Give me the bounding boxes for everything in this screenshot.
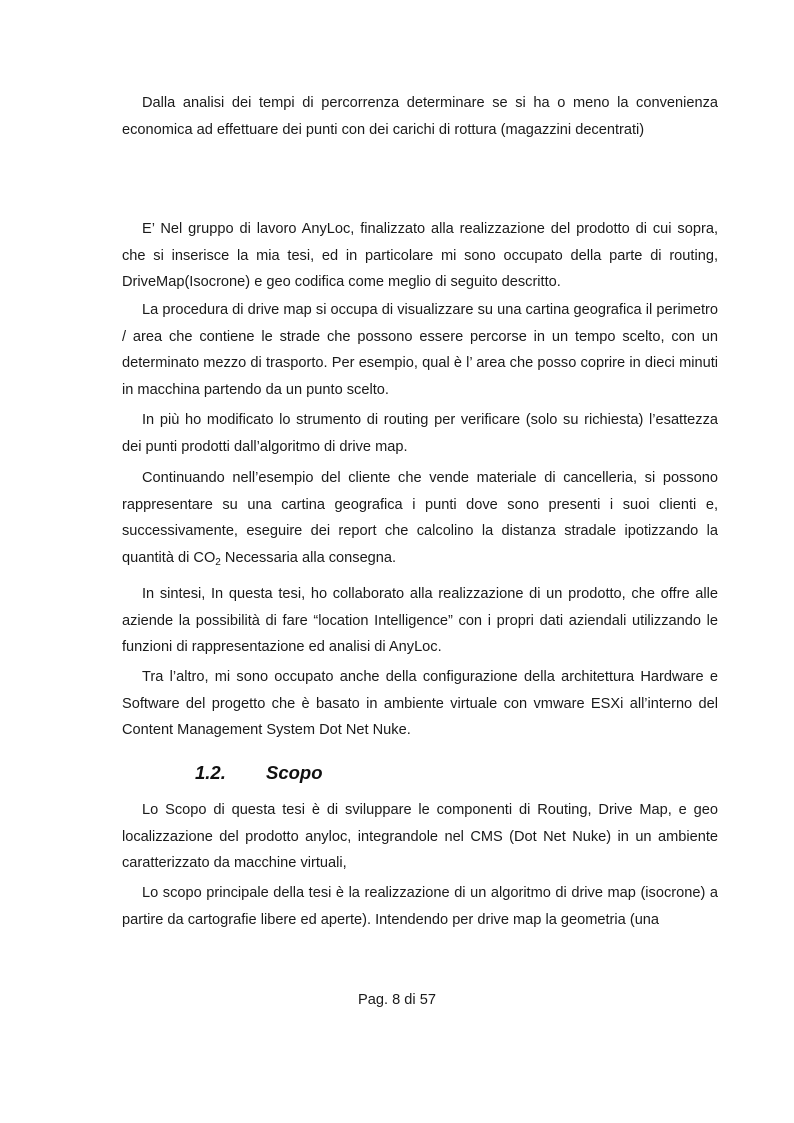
paragraph-summary: In sintesi, In questa tesi, ho collaborato alla realizzazione di un prodotto, che offre alle aziende la possibilità di fare “location Intelligence” con i propri dati aziendali utilizzando le funzioni di rappresentazione ed analisi di AnyLoc. [122, 586, 718, 655]
paragraph-routing-tool: In più ho modificato lo strumento di routing per verificare (solo su richiesta) l’esattezza dei punti prodotti dall’algoritmo di drive map. [122, 412, 718, 455]
paragraph-stationery-text: Continuando nell’esempio del cliente che vende materiale di cancelleria, si possono rappresentare su una cartina geografica i punti dove sono presenti i suoi clienti e, successivamente, eseguire dei report che calcolino la distanza stradale ipotizzando la quantità di CO [122, 470, 718, 566]
section-title: Scopo [266, 762, 323, 783]
paragraph-travel-time-analysis: Dalla analisi dei tempi di percorrenza determinare se si ha o meno la convenienza economica ad effettuare dei punti con dei carichi di rottura (magazzini decentrati) [122, 95, 718, 138]
paragraph-stationery-example [122, 465, 718, 571]
co2-subscript: 2 [215, 556, 221, 568]
page-number: Pag. 8 di 57 [358, 992, 436, 1008]
paragraph-scope: Lo Scopo di questa tesi è di sviluppare le componenti di Routing, Drive Map, e geo localizzazione del prodotto anyloc, integrandole nel CMS (Dot Net Nuke) in un ambiente caratterizzato da macchine virtuali, [122, 802, 718, 871]
paragraph-stationery-end: Necessaria alla consegna. [220, 549, 397, 566]
section-heading [0, 762, 794, 792]
paragraph-drive-map-procedure: La procedura di drive map si occupa di visualizzare su una cartina geografica il perimetro / area che contiene le strade che possono essere percorse in un tempo scelto, con un determinato mezzo di trasporto. Per esempio, qual è l’ area che posso coprire in dieci minuti in macchina partendo da un punto scelto. [122, 302, 718, 398]
paragraph-main-scope: Lo scopo principale della tesi è la realizzazione di un algoritmo di drive map (isocrone) a partire da cartografie libere ed aperte). Intendendo per drive map la geometria (una [122, 885, 718, 928]
section-number: 1.2. [195, 762, 226, 783]
paragraph-architecture: Tra l’altro, mi sono occupato anche della configurazione della architettura Hardware e Software del progetto che è basato in ambiente virtuale con vmware ESXi all’interno del Content Management System Dot Net Nuke. [122, 669, 718, 738]
paragraph-anyloc-workgroup: E’ Nel gruppo di lavoro AnyLoc, finalizzato alla realizzazione del prodotto di cui sopra, che si inserisce la mia tesi, ed in particolare mi sono occupato della parte di routing, DriveMap(Isocrone) e geo codifica come meglio di seguito descritto. [122, 221, 718, 290]
